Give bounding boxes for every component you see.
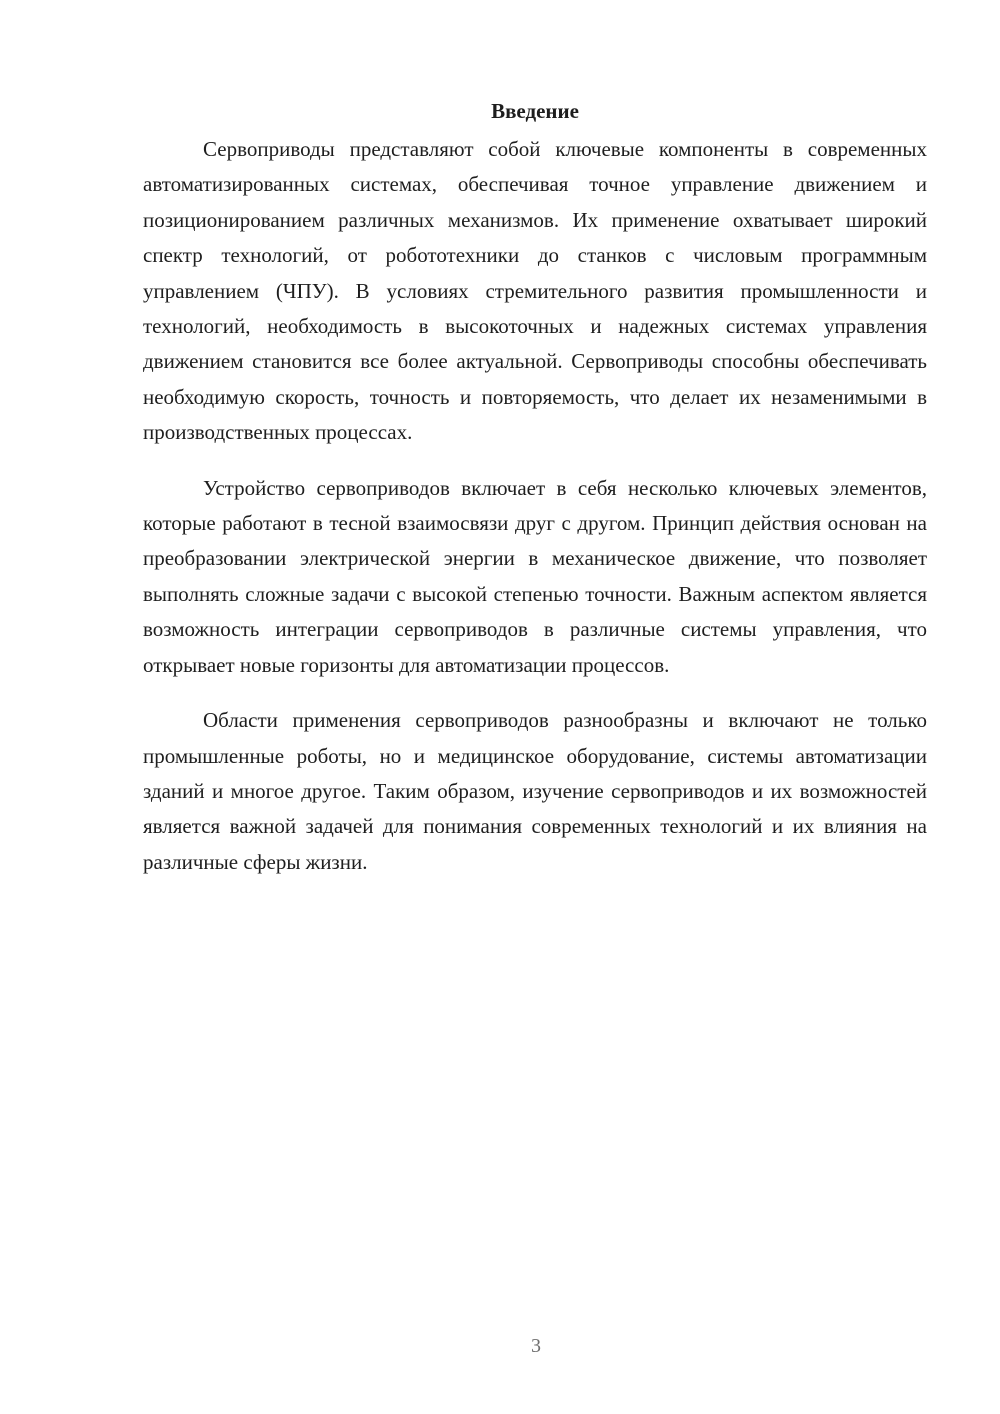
document-body <box>143 96 927 900</box>
page-number: 3 <box>531 1335 541 1357</box>
paragraph-2: Устройство сервоприводов включает в себя несколько ключевых элементов, которые работают в тесной взаимосвязи друг с другом. Принцип действия основан на преобразовании электрической энергии в механическое движение, что позволяет выполнять сложные задачи с высокой степенью точности. Важным аспектом является возможность интеграции сервоприводов в различные системы управления, что открывает новые горизонты для автоматизации процессов. <box>143 475 927 677</box>
section-title: Введение <box>491 99 579 123</box>
paragraph-1: Сервоприводы представляют собой ключевые компоненты в современных автоматизированных системах, обеспечивая точное управление движением и позиционированием различных механизмов. Их применение охватывает широкий спектр технологий, от робототехники до станков с числовым программным управлением (ЧПУ). В условиях стремительного развития промышленности и технологий, необходимость в высокоточных и надежных системах управления движением становится все более актуальной. Сервоприводы способны обеспечивать необходимую скорость, точность и повторяемость, что делает их незаменимыми в производственных процессах. <box>143 137 927 445</box>
paragraph-3: Области применения сервоприводов разнообразны и включают не только промышленные роботы, но и медицинское оборудование, системы автоматизации зданий и многое другое. Таким образом, изучение сервоприводов и их возможностей является важной задачей для понимания современных технологий и их влияния на различные сферы жизни. <box>143 708 927 874</box>
